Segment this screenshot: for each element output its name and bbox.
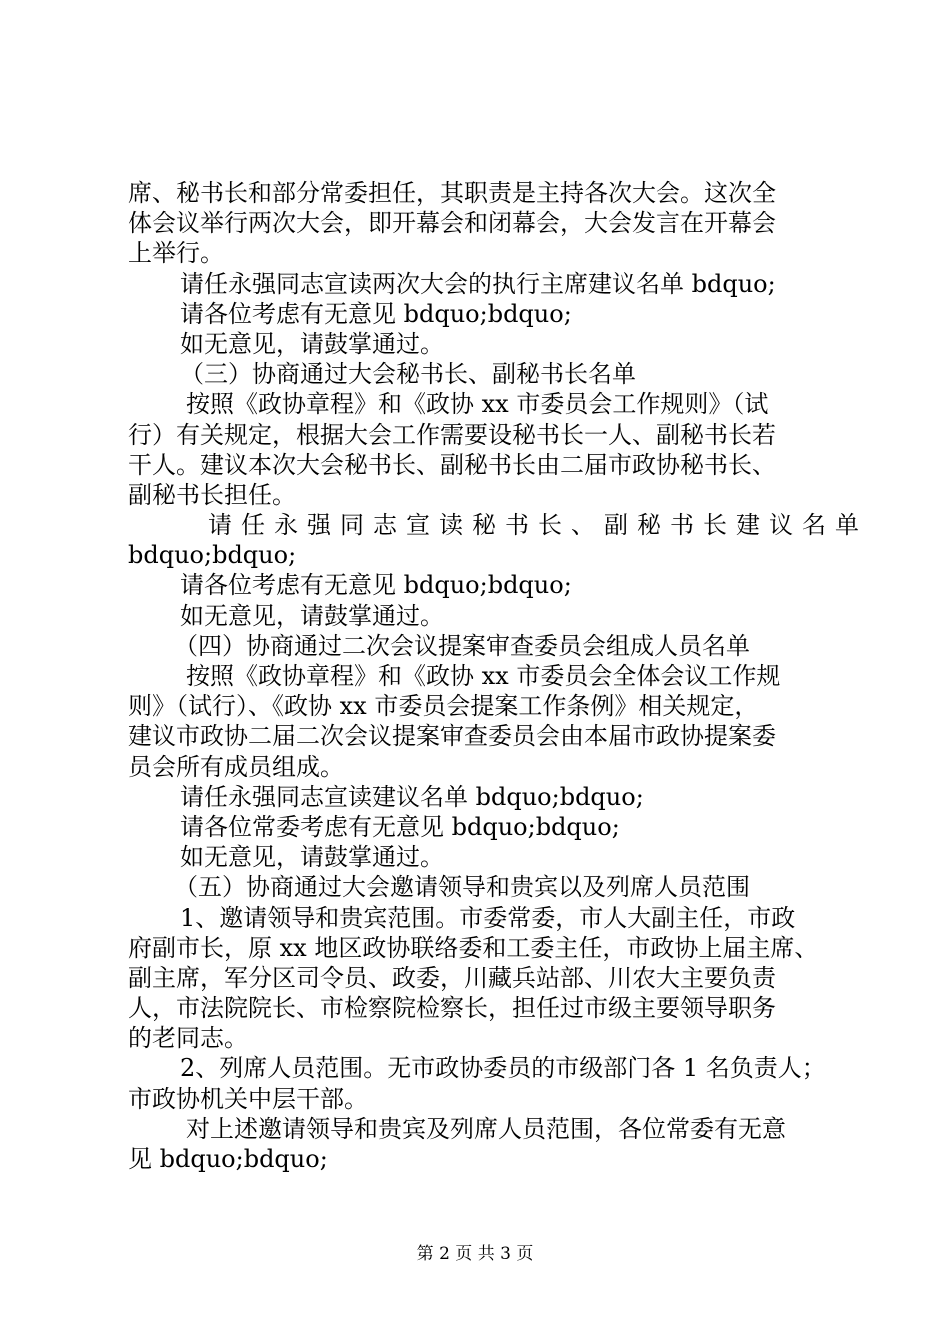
text-line: 员会所有成员组成。 xyxy=(128,752,344,781)
text-line: 如无意见，请鼓掌通过。 xyxy=(180,329,444,358)
text-line: 行）有关规定，根据大会工作需要设秘书长一人、副秘书长若 xyxy=(128,420,776,449)
text-line: bdquo;bdquo; xyxy=(128,541,297,570)
text-line: 体会议举行两次大会，即开幕会和闭幕会，大会发言在开幕会 xyxy=(128,209,776,238)
text-line: 见 bdquo;bdquo; xyxy=(128,1145,328,1173)
section-heading: （五）协商通过大会邀请领导和贵宾以及列席人员范围 xyxy=(174,873,750,902)
text-line: 建议市政协二届二次会议提案审查委员会由本届市政协提案委 xyxy=(128,722,776,751)
text-line: 请任永强同志宣读建议名单 bdquo;bdquo; xyxy=(180,782,644,811)
text-line: 请任永强同志宣读秘书长、副秘书长建议名单 xyxy=(208,511,868,540)
page-footer xyxy=(0,1242,950,1266)
text-line: 按照《政协章程》和《政协 xx 市委员会工作规则》（试 xyxy=(186,390,769,419)
text-line: 干人。建议本次大会秘书长、副秘书长由二届市政协秘书长、 xyxy=(128,450,776,479)
text-line: 请各位考虑有无意见 bdquo;bdquo; xyxy=(180,571,572,600)
text-line: 府副市长，原 xx 地区政协联络委和工委主任，市政协上届主席、 xyxy=(128,933,819,962)
text-line: 按照《政协章程》和《政协 xx 市委员会全体会议工作规 xyxy=(186,662,781,690)
document-body xyxy=(128,178,868,1174)
text-line: 副主席，军分区司令员、政委，川藏兵站部、川农大主要负责 xyxy=(128,963,776,992)
text-line: 请各位常委考虑有无意见 bdquo;bdquo; xyxy=(180,812,620,841)
text-line: 席、秘书长和部分常委担任，其职责是主持各次大会。这次全 xyxy=(128,179,776,207)
text-line: 如无意见，请鼓掌通过。 xyxy=(180,843,444,872)
text-line: 的老同志。 xyxy=(128,1024,248,1053)
text-line: 人，市法院院长、市检察院检察长，担任过市级主要领导职务 xyxy=(128,994,776,1023)
section-heading: （三）协商通过大会秘书长、副秘书长名单 xyxy=(180,360,636,389)
section-heading: （四）协商通过二次会议提案审查委员会组成人员名单 xyxy=(174,631,750,660)
text-line: 请任永强同志宣读两次大会的执行主席建议名单 bdquo; xyxy=(180,269,776,298)
text-line: 市政协机关中层干部。 xyxy=(128,1084,368,1113)
text-line: 1、邀请领导和贵宾范围。市委常委，市人大副主任，市政 xyxy=(180,903,796,932)
text-line: 上举行。 xyxy=(128,239,224,268)
page-number: 第 2 页 共 3 页 xyxy=(416,1244,534,1264)
text-line: 请各位考虑有无意见 bdquo;bdquo; xyxy=(180,299,572,328)
text-line: 2、列席人员范围。无市政协委员的市级部门各 1 名负责人； xyxy=(180,1054,826,1083)
text-line: 副秘书长担任。 xyxy=(128,480,296,509)
text-line: 则》（试行）、《政协 xx 市委员会提案工作条例》相关规定， xyxy=(128,692,759,721)
text-line: 对上述邀请领导和贵宾及列席人员范围，各位常委有无意 xyxy=(186,1114,786,1143)
text-line: 如无意见，请鼓掌通过。 xyxy=(180,601,444,630)
